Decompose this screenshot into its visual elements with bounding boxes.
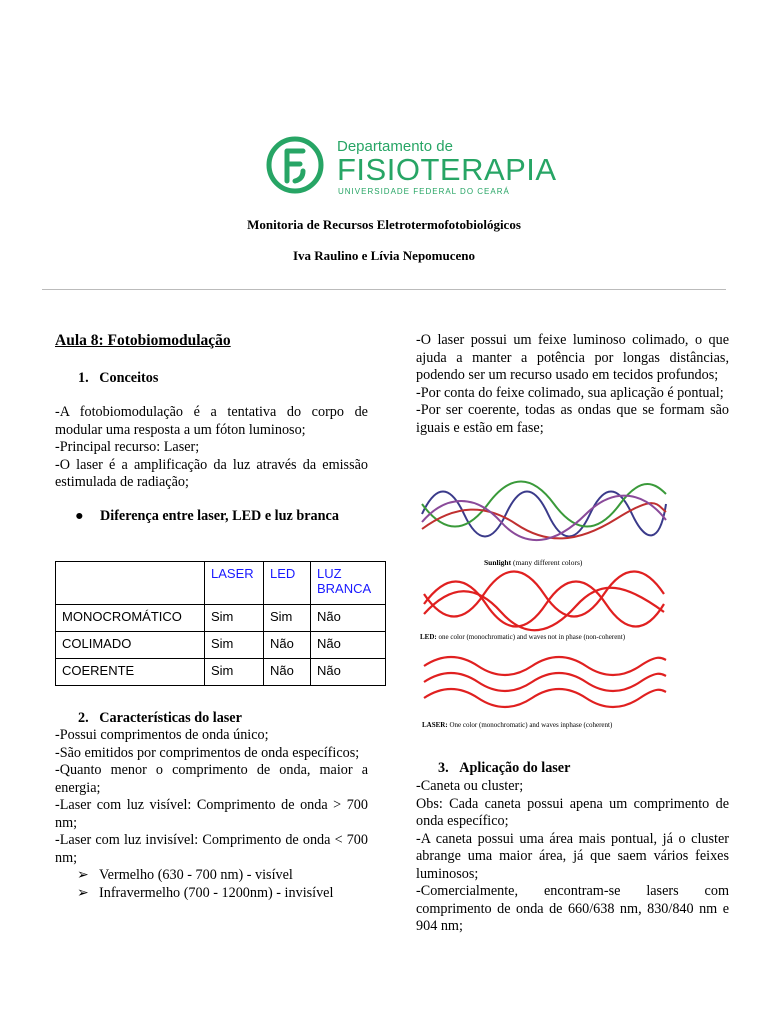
table-row [56,605,386,632]
logo-line1: Departamento de [337,138,453,155]
paragraph: -O laser possui um feixe luminoso colimado, o que ajuda a manter a potência por longas distâncias, podendo ser um recurso usado em tecidos profundos; [416,332,729,383]
paragraph: -Por ser coerente, todas as ondas que se formam são iguais e estão em fase; [416,402,729,436]
paragraph: -Caneta ou cluster; [416,778,524,794]
arrow-icon: ➢ [77,867,89,883]
table-cell: Não [311,632,386,659]
laser-wave-3 [424,689,666,707]
caption-led: LED: one color (monochromatic) and waves not in phase (non-coherent) [420,633,626,641]
paragraph: -O laser é a amplificação da luz através da emissão estimulada de radiação; [55,456,368,490]
section3-title: Aplicação do laser [459,760,571,776]
fisioterapia-logo [265,133,557,199]
led-wave-1 [424,582,664,627]
right-intro [416,332,729,437]
section1-heading [78,370,158,387]
table-cell: Não [311,659,386,686]
led-wave-2 [424,572,664,617]
table-header-cell: LASER [205,562,264,605]
bullet-heading [75,508,368,526]
section1-number: 1. [78,370,89,386]
logo-line3: UNIVERSIDADE FEDERAL DO CEARÁ [338,187,510,196]
comparison-table [55,561,386,686]
table-cell: COLIMADO [56,632,205,659]
section3-heading [438,760,570,777]
course-title: Monitoria de Recursos Eletrotermofotobiológicos [247,217,521,232]
table-cell: Sim [205,659,264,686]
paragraph: -Principal recurso: Laser; [55,439,200,455]
paragraph: -A fotobiomodulação é a tentativa do corpo de modular uma resposta a um fóton luminoso; [55,404,368,438]
table-header-cell: LED [264,562,311,605]
table-cell: Sim [205,632,264,659]
table-row [56,659,386,686]
caption-sunlight: Sunlight (many different colors) [484,558,583,567]
section2-heading [78,710,242,727]
table-cell: MONOCROMÁTICO [56,605,205,632]
logo-line2: FISIOTERAPIA [337,152,557,187]
table-cell: Não [264,632,311,659]
lesson-title: Aula 8: Fotobiomodulação [55,332,231,349]
section2-body [55,727,368,902]
paragraph: -São emitidos por comprimentos de onda específicos; [55,744,360,761]
table-cell: COERENTE [56,659,205,686]
table-cell: Não [311,605,386,632]
paragraph: -Laser com luz visível: Comprimento de onda > 700 nm; [55,797,368,831]
paragraph: Obs: Cada caneta possui apena um comprimento de onda específico; [416,795,729,829]
list-item: ➢ Infravermelho (700 - 1200nm) - invisível [77,884,334,901]
paragraph: -A caneta possui uma área mais pontual, já o cluster abrange uma maior área, já que saem vários feixes luminosos; [416,830,729,882]
arrow-icon: ➢ [77,884,89,901]
laser-wave-2 [424,673,666,691]
table-cell: Sim [205,605,264,632]
section3-body [416,778,729,936]
paragraph: -Possui comprimentos de onda único; [55,727,269,743]
light-waves-figure [416,484,672,734]
list-item: ➢ Vermelho (630 - 700 nm) - visível [77,867,293,883]
table-header-cell: LUZ BRANCA [311,562,386,605]
table-row [56,632,386,659]
paragraph: -Por conta do feixe colimado, sua aplicação é pontual; [416,384,724,401]
bullet-heading-text: Diferença entre laser, LED e luz branca [100,508,339,524]
paragraph: -Laser com luz invisível: Comprimento de onda < 700 nm; [55,832,368,866]
section1-body [55,404,368,492]
wavelength-list [55,867,368,902]
section1-title: Conceitos [99,370,159,386]
sunlight-wave-blue [422,492,666,537]
authors: Iva Raulino e Lívia Nepomuceno [292,248,475,263]
laser-wave-1 [424,657,666,675]
section3-number: 3. [438,760,449,776]
table-cell: Não [264,659,311,686]
caption-laser: LASER: One color (monochromatic) and waves inphase (coherent) [422,721,613,729]
header-divider [42,289,726,290]
section2-title: Características do laser [99,710,242,726]
bullet-dot-icon: ● [75,508,84,524]
table-header-row [56,562,386,605]
table-cell: Sim [264,605,311,632]
paragraph: -Comercialmente, encontram-se lasers com comprimento de onda de 660/638 nm, 830/840 nm e 904 nm; [416,883,729,934]
paragraph: -Quanto menor o comprimento de onda, maior a energia; [55,762,368,796]
table-header-cell [56,562,205,605]
section2-number: 2. [78,710,89,726]
